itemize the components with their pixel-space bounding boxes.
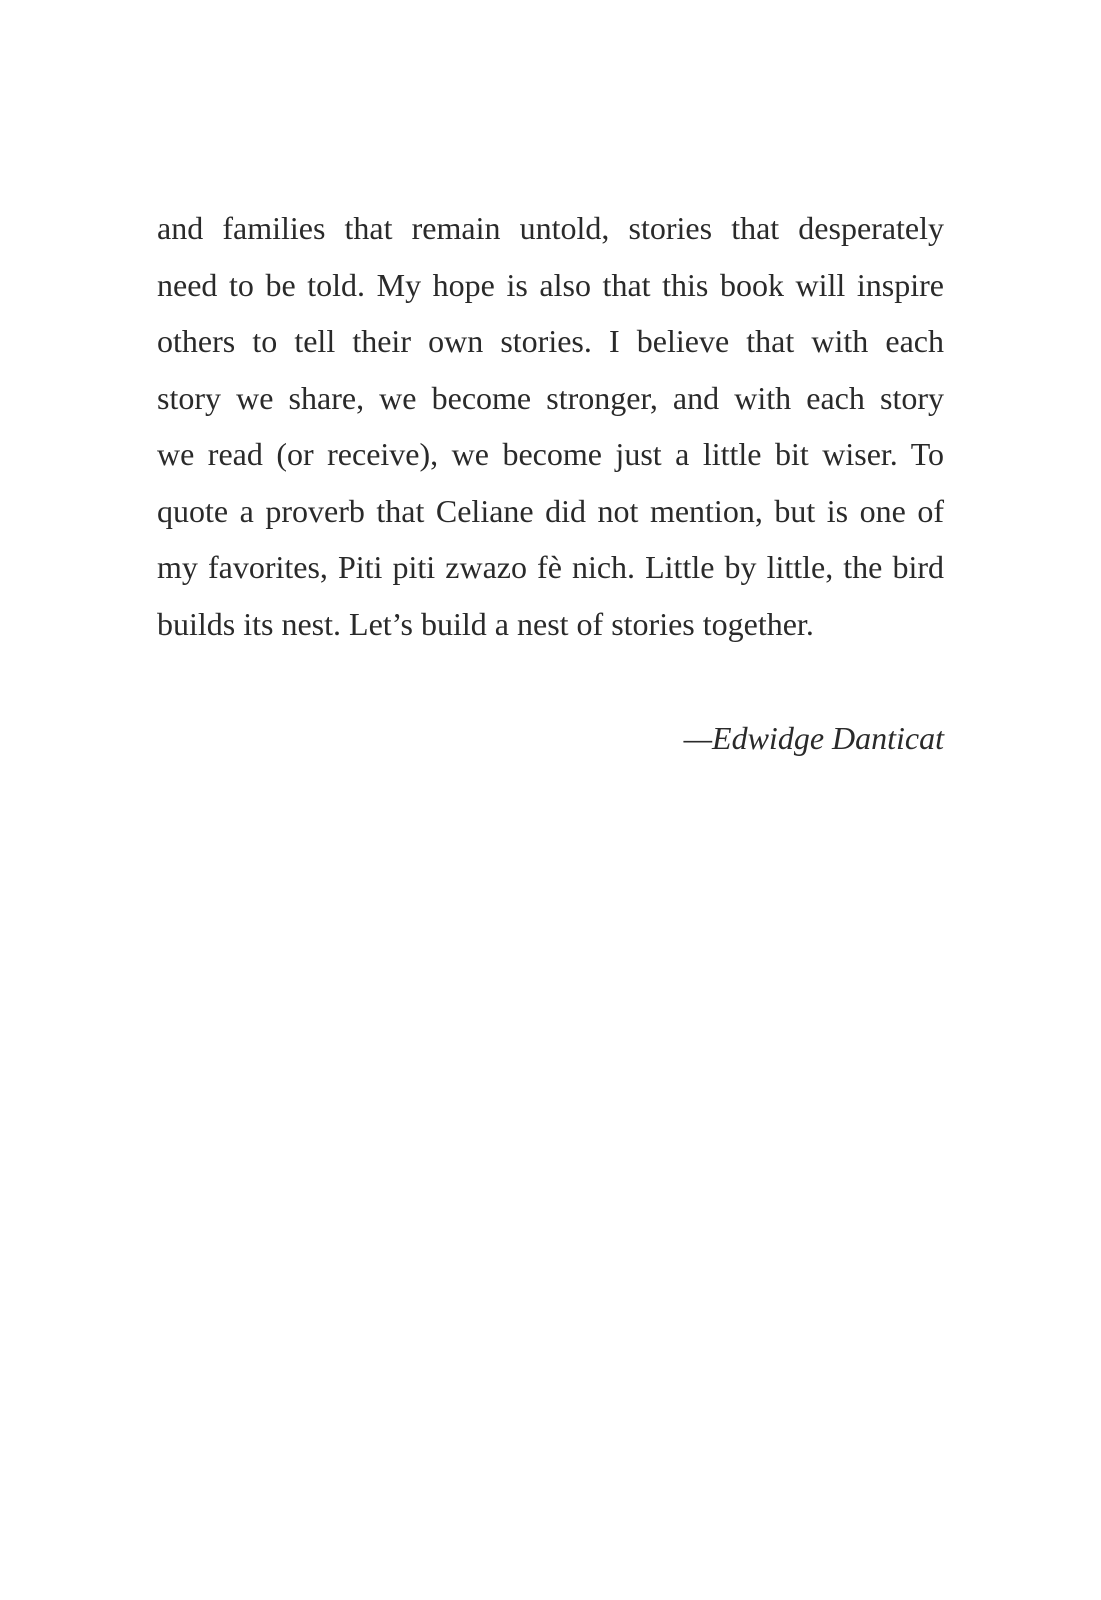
body-paragraph	[157, 200, 944, 652]
text-line: quote a proverb that Celiane did not mention, but is one of	[157, 492, 944, 529]
text-line: need to be told. My hope is also that this book will inspire	[157, 266, 944, 303]
text-line: and families that remain untold, stories that desperately	[157, 210, 944, 246]
text-line: we read (or receive), we become just a little bit wiser. To	[157, 436, 944, 472]
author-attribution: —Edwidge Danticat	[683, 720, 944, 756]
text-line: builds its nest. Let’s build a nest of stories together.	[157, 605, 814, 642]
text-line: others to tell their own stories. I believe that with each	[157, 323, 944, 359]
text-line: my favorites, Piti piti zwazo fè nich. Little by little, the bird	[157, 549, 944, 585]
text-line: story we share, we become stronger, and with each story	[157, 379, 944, 416]
